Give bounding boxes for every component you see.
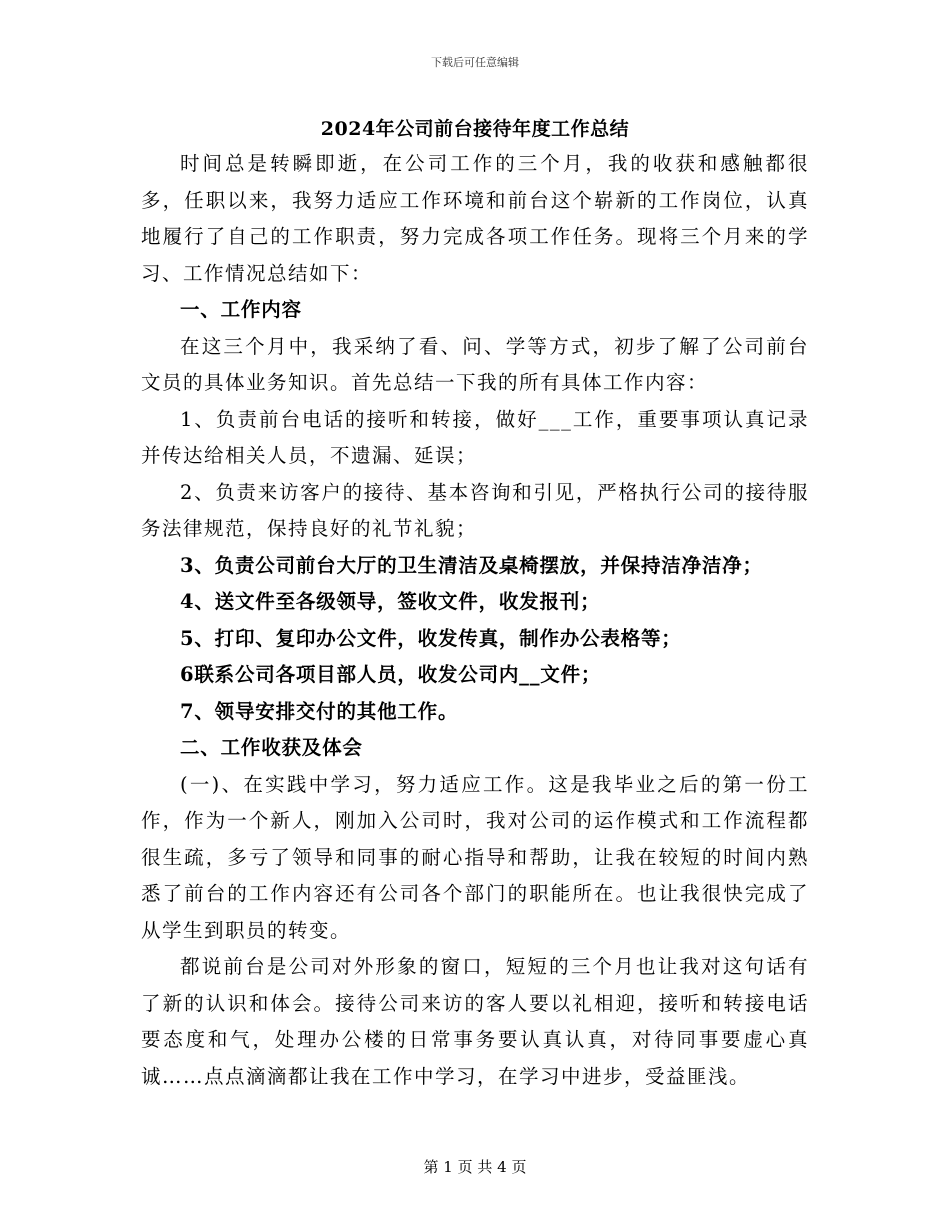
list-item: 6联系公司各项目部人员，收发公司内__文件； <box>180 663 602 686</box>
body-paragraph: 在这三个月中，我采纳了看、问、学等方式，初步了解了公司前台文员的具体业务知识。首先总结一下我的所有具体工作内容： <box>141 334 809 394</box>
list-item: 3、负责公司前台大厅的卫生清洁及桌椅摆放，并保持洁净洁净； <box>180 553 763 577</box>
section-heading-gains: 二、工作收获及体会 <box>180 736 363 759</box>
section-heading-work-content: 一、工作内容 <box>180 298 302 321</box>
list-item: 7、领导安排交付的其他工作。 <box>180 699 459 723</box>
list-item: 1、负责前台电话的接听和转接，做好___工作，重要事项认真记录并传达给相关人员，不遗漏、延误； <box>141 407 809 467</box>
list-item: 2、负责来访客户的接待、基本咨询和引见，严格执行公司的接待服务法律规范，保持良好的礼节礼貌； <box>141 480 809 540</box>
body-paragraph: 都说前台是公司对外形象的窗口，短短的三个月也让我对这句话有了新的认识和体会。接待公司来访的客人要以礼相迎，接听和转接电话要态度和气，处理办公楼的日常事务要认真认真，对待同事要虚心真诚……点点滴滴都让我在工作中学习，在学习中进步，受益匪浅。 <box>141 955 809 1088</box>
list-item: 4、送文件至各级领导，签收文件，收发报刊； <box>180 590 601 613</box>
intro-paragraph: 时间总是转瞬即逝，在公司工作的三个月，我的收获和感触都很多，任职以来，我努力适应工作环境和前台这个崭新的工作岗位，认真地履行了自己的工作职责，努力完成各项工作任务。现将三个月来的学习、工作情况总结如下： <box>141 152 809 285</box>
document-body <box>141 146 809 1095</box>
body-paragraph: (一)、在实践中学习，努力适应工作。这是我毕业之后的第一份工作，作为一个新人，刚加入公司时，我对公司的运作模式和工作流程都很生疏，多亏了领导和同事的耐心指导和帮助，让我在较短的时间内熟悉了前台的工作内容还有公司各个部门的职能所在。也让我很快完成了从学生到职员的转变。 <box>141 772 809 942</box>
page-number: 第 1 页 共 4 页 <box>423 1158 527 1176</box>
document-title: 2024年公司前台接待年度工作总结 <box>320 118 630 140</box>
header-note: 下载后可任意编辑 <box>431 56 519 69</box>
list-item: 5、打印、复印办公文件，收发传真，制作办公表格等； <box>180 626 682 650</box>
